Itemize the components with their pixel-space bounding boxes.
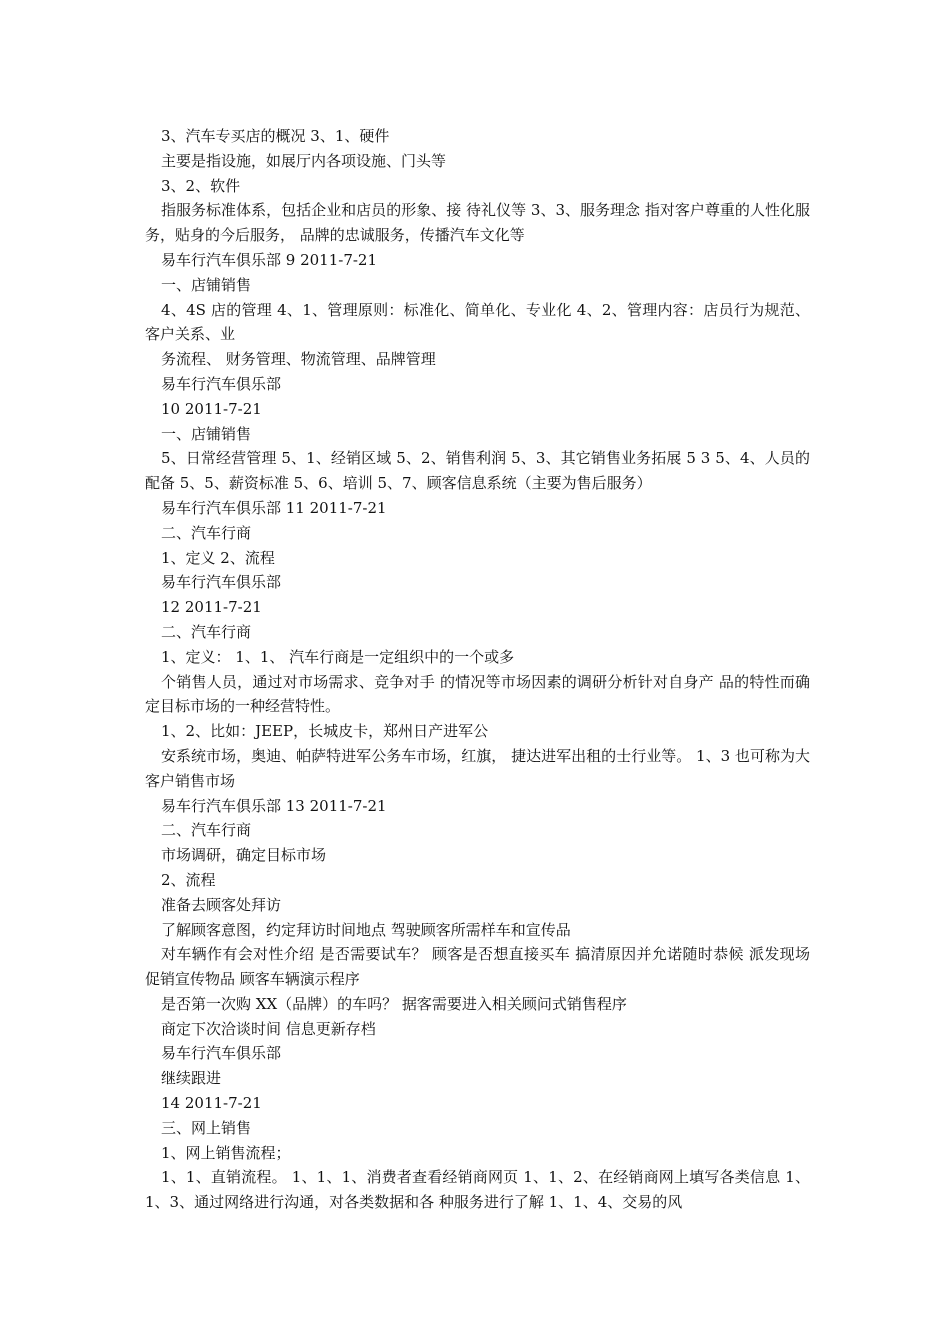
section-heading: 二、汽车行商 (161, 821, 252, 840)
document-page (145, 124, 810, 1215)
text-line: 了解顾客意图，约定拜访时间地点 驾驶顾客所需样车和宣传品 (161, 920, 571, 939)
text-line: 个销售人员，通过对市场需求、竞争对手 的情况等市场因素的调研分析针对自身产 品的特性而确定目标市场的一种经营特性。 (145, 672, 810, 716)
text-line: 2、流程 (161, 870, 216, 889)
section-heading: 一、店铺销售 (161, 275, 252, 294)
text-line: 1、网上销售流程； (161, 1143, 291, 1162)
text-line: 5、日常经营管理 5、1、经销区域 5、2、销售利润 5、3、其它销售业务拓展 5 3 5、4、人员的配备 5、5、薪资标准 5、6、培训 5、7、顾客信息系统（主要为售后服务） (145, 449, 810, 493)
text-line: 市场调研，确定目标市场 (161, 846, 327, 865)
section-heading: 一、店铺销售 (161, 424, 252, 443)
text-line: 12 2011-7-21 (161, 598, 262, 617)
text-line: 易车行汽车俱乐部 (161, 374, 282, 393)
text-line: 1、2、比如：JEEP，长城皮卡，郑州日产进军公 (161, 722, 489, 741)
text-line: 指服务标准体系，包括企业和店员的形象、接 待礼仪等 3、3、服务理念 指对客户尊重的人性化服务，贴身的今后服务， 品牌的忠诚服务，传播汽车文化等 (145, 201, 810, 245)
section-heading: 三、网上销售 (161, 1118, 252, 1137)
text-line: 是否第一次购 XX（品牌）的车吗？ 据客需要进入相关顾问式销售程序 (161, 994, 627, 1013)
text-line: 主要是指设施，如展厅内各项设施、门头等 (161, 151, 447, 170)
text-line: 4、4S 店的管理 4、1、管理原则：标准化、简单化、专业化 4、2、管理内容：店员行为规范、客户关系、业 (145, 300, 810, 344)
text-line: 1、定义： 1、1、 汽车行商是一定组织中的一个或多 (161, 647, 515, 666)
section-heading: 二、汽车行商 (161, 622, 252, 641)
section-heading: 二、汽车行商 (161, 523, 252, 542)
text-line: 易车行汽车俱乐部 9 2011-7-21 (161, 250, 378, 269)
text-line: 易车行汽车俱乐部 (161, 573, 282, 592)
text-line: 安系统市场，奥迪、帕萨特进军公务车市场，红旗， 捷达进军出租的士行业等。 1、3 也可称为大客户销售市场 (145, 746, 810, 790)
text-line: 对车辆作有会对性介绍 是否需要试车？ 顾客是否想直接买车 搞清原因并允诺随时恭候 派发现场促销宣传物品 顾客车辆演示程序 (145, 945, 810, 989)
text-line: 1、1、直销流程。 1、1、1、消费者查看经销商网页 1、1、2、在经销商网上填写各类信息 1、1、3、通过网络进行沟通，对各类数据和各 种服务进行了解 1、1、4、交易的风 (145, 1168, 810, 1212)
text-line: 10 2011-7-21 (161, 399, 262, 418)
text-line: 14 2011-7-21 (161, 1094, 262, 1113)
text-line: 3、2、软件 (161, 176, 241, 195)
text-line: 3、汽车专买店的概况 3、1、硬件 (161, 127, 390, 145)
text-line: 继续跟进 (161, 1069, 222, 1088)
text-line: 易车行汽车俱乐部 13 2011-7-21 (161, 796, 387, 815)
text-line: 易车行汽车俱乐部 11 2011-7-21 (161, 498, 387, 517)
text-line: 商定下次洽谈时间 信息更新存档 (161, 1019, 376, 1038)
text-line: 务流程、 财务管理、物流管理、品牌管理 (161, 350, 436, 369)
text-line: 易车行汽车俱乐部 (161, 1044, 282, 1063)
text-line: 准备去顾客处拜访 (161, 895, 282, 914)
text-line: 1、定义 2、流程 (161, 548, 275, 567)
